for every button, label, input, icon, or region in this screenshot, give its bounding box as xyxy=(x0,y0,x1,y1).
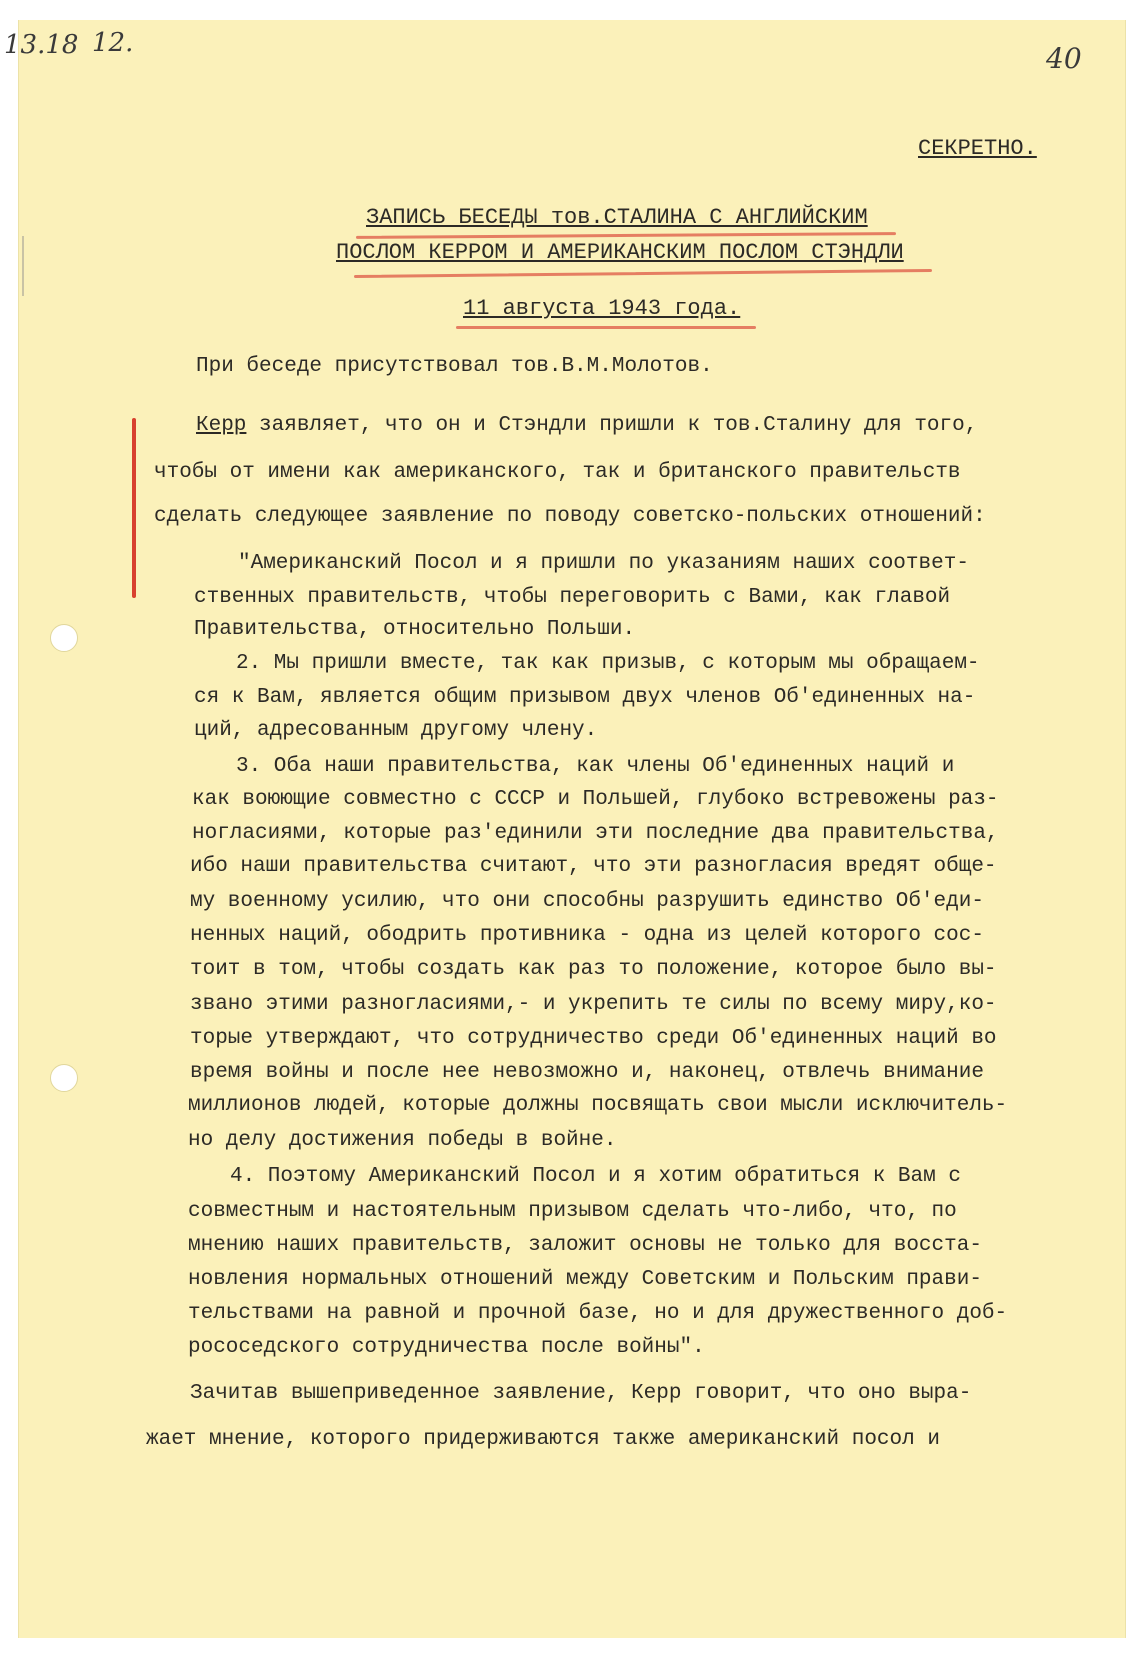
text-line: ибо наши правительства считают, что эти разногласия вредят обще- xyxy=(190,855,997,878)
punch-hole xyxy=(50,624,78,652)
text-line: совместным и настоятельным призывом сделать что-либо, что, по xyxy=(188,1200,957,1223)
text-line: жает мнение, которого придерживаются также американский посол и xyxy=(146,1428,940,1451)
pencil-mark xyxy=(22,236,24,296)
text-line: При беседе присутствовал тов.В.М.Молотов. xyxy=(196,355,713,378)
archive-ref-mark: 13.18 xyxy=(4,30,79,60)
text-line: тельствами на равной и прочной базе, но и для дружественного доб- xyxy=(188,1302,1008,1325)
text-line: Правительства, относительно Польши. xyxy=(194,618,636,641)
text-line: 2. Мы пришли вместе, так как призыв, с которым мы обращаем- xyxy=(236,652,980,675)
punch-hole xyxy=(50,1064,78,1092)
text-line: время войны и после нее невозможно и, наконец, отвлечь внимание xyxy=(190,1061,984,1084)
text-line: новления нормальных отношений между Советским и Польским прави- xyxy=(188,1268,982,1291)
text-line: мнению наших правительств, заложит основы не только для восста- xyxy=(188,1234,982,1257)
text-line: сделать следующее заявление по поводу советско-польских отношений: xyxy=(154,505,986,528)
text-line: ственных правительств, чтобы переговорить с Вами, как главой xyxy=(194,586,951,609)
text-line-rest: заявляет, что он и Стэндли пришли к тов.Сталину для того, xyxy=(246,414,978,437)
text-line: но делу достижения победы в войне. xyxy=(188,1129,617,1152)
red-margin-mark xyxy=(132,418,136,598)
text-line xyxy=(196,414,977,438)
text-line: звано этими разногласиями,- и укрепить те силы по всему миру,ко- xyxy=(190,993,997,1016)
classification-stamp: СЕКРЕТНО. xyxy=(918,136,1037,161)
page-number: 40 xyxy=(1046,42,1082,75)
text-line: ненных наций, ободрить противника - одна из целей которого сос- xyxy=(190,924,984,947)
text-line: ций, адресованным другому члену. xyxy=(194,719,598,742)
document-title-line-2: ПОСЛОМ КЕРРОМ И АМЕРИКАНСКИМ ПОСЛОМ СТЭНДЛИ xyxy=(336,240,904,265)
text-line: 4. Поэтому Американский Посол и я хотим обратиться к Вам с xyxy=(230,1165,961,1188)
text-line: торые утверждают, что сотрудничество среди Об'единенных наций во xyxy=(190,1027,997,1050)
text-line: чтобы от имени как американского, так и британского правительств xyxy=(154,461,961,484)
text-line: Зачитав вышеприведенное заявление, Керр говорит, что оно выра- xyxy=(190,1382,972,1405)
text-line: рососедского сотрудничества после войны". xyxy=(188,1336,705,1359)
text-line: как воюющие совместно с СССР и Польшей, глубоко встревожены раз- xyxy=(192,788,999,811)
text-line: 3. Оба наши правительства, как члены Об'единенных наций и xyxy=(236,755,955,778)
text-line: миллионов людей, которые должны посвящать свои мысли исключитель- xyxy=(188,1094,1008,1117)
speaker-name: Керр xyxy=(196,414,247,437)
text-line: ся к Вам, является общим призывом двух членов Об'единенных на- xyxy=(194,686,976,709)
document-title-line-1: ЗАПИСЬ БЕСЕДЫ тов.СТАЛИНА С АНГЛИЙСКИМ xyxy=(366,205,868,230)
archive-ref-mark-2: 12. xyxy=(92,28,134,58)
text-line: ногласиями, которые раз'единили эти последние два правительства, xyxy=(192,822,999,845)
text-line: "Американский Посол и я пришли по указаниям наших соответ- xyxy=(238,552,969,575)
red-underline xyxy=(456,326,756,329)
text-line: тоит в том, чтобы создать как раз то положение, которое было вы- xyxy=(190,958,997,981)
text-line: му военному усилию, что они способны разрушить единство Об'еди- xyxy=(190,890,984,913)
document-date: 11 августа 1943 года. xyxy=(463,296,741,321)
